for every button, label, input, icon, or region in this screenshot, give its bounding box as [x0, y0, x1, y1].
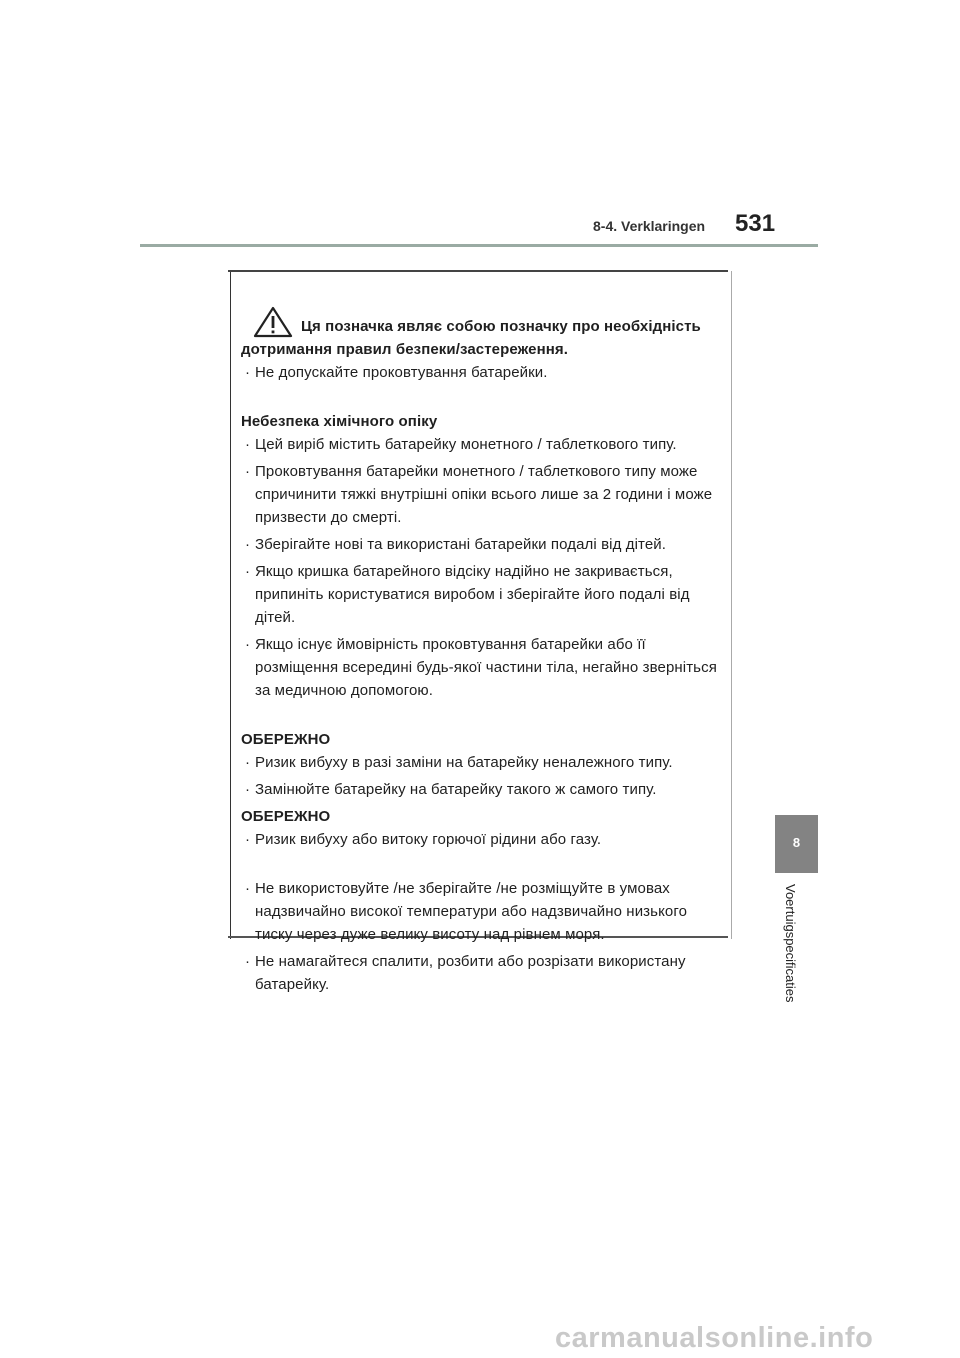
- list-item: · Ризик вибуху або витоку горючої рідини або газу.: [245, 831, 602, 848]
- chapter-tab[interactable]: [775, 815, 818, 873]
- warning-intro-line2: дотримання правил безпеки/застереження.: [241, 341, 569, 358]
- list-item: · Замінюйте батарейку на батарейку такого ж самого типу.: [245, 781, 657, 798]
- list-item: · Не намагайтеся спалити, розбити або розрізати використану батарейку.: [245, 953, 686, 993]
- chapter-label: [783, 884, 809, 1009]
- chapter-number: 8: [792, 835, 801, 850]
- list-item: · Проковтування батарейки монетного / таблеткового типу може спричинити тяжкі внутрішні опіки всього лише за 2 години і може призвести до смерті.: [245, 463, 713, 526]
- chapter-label-text: Voertuigspecificaties: [783, 884, 798, 1003]
- chemical-burn-heading: Небезпека хімічного опіку: [241, 413, 438, 430]
- warning-triangle-icon: [253, 306, 293, 338]
- notice-top-border: [228, 270, 728, 272]
- section-title: 8-4. Verklaringen: [593, 218, 706, 234]
- caution-heading: ОБЕРЕЖНО: [241, 808, 331, 825]
- page-number: 531: [735, 210, 776, 237]
- safety-notice-content: [241, 306, 721, 1000]
- warning-intro-line1: Ця позначка являє собою позначку про необхідність: [301, 318, 701, 335]
- list-item: · Зберігайте нові та використані батарейки подалі від дітей.: [245, 536, 667, 553]
- list-item: · Ризик вибуху в разі заміни на батарейку неналежного типу.: [245, 754, 673, 771]
- header-divider: [140, 244, 818, 247]
- list-item: · Якщо кришка батарейного відсіку надійно не закривається, припиніть користуватися виробом і зберігайте його подалі від дітей.: [245, 563, 690, 626]
- site-watermark: carmanualsonline.info: [555, 1322, 874, 1354]
- caution-heading: ОБЕРЕЖНО: [241, 731, 331, 748]
- intro-bullet: · Не допускайте проковтування батарейки.: [245, 364, 548, 381]
- list-item: · Не використовуйте /не зберігайте /не розміщуйте в умовах надзвичайно високої температури або надзвичайно низького тиску через дуже велику висоту над рівнем моря.: [245, 880, 688, 943]
- list-item: · Цей виріб містить батарейку монетного / таблеткового типу.: [245, 436, 677, 453]
- warning-intro-row: [241, 306, 721, 338]
- list-item: · Якщо існує ймовірність проковтування батарейки або її розміщення всередині будь-якої частини тіла, негайно зверніться за медичною допомогою.: [245, 636, 717, 699]
